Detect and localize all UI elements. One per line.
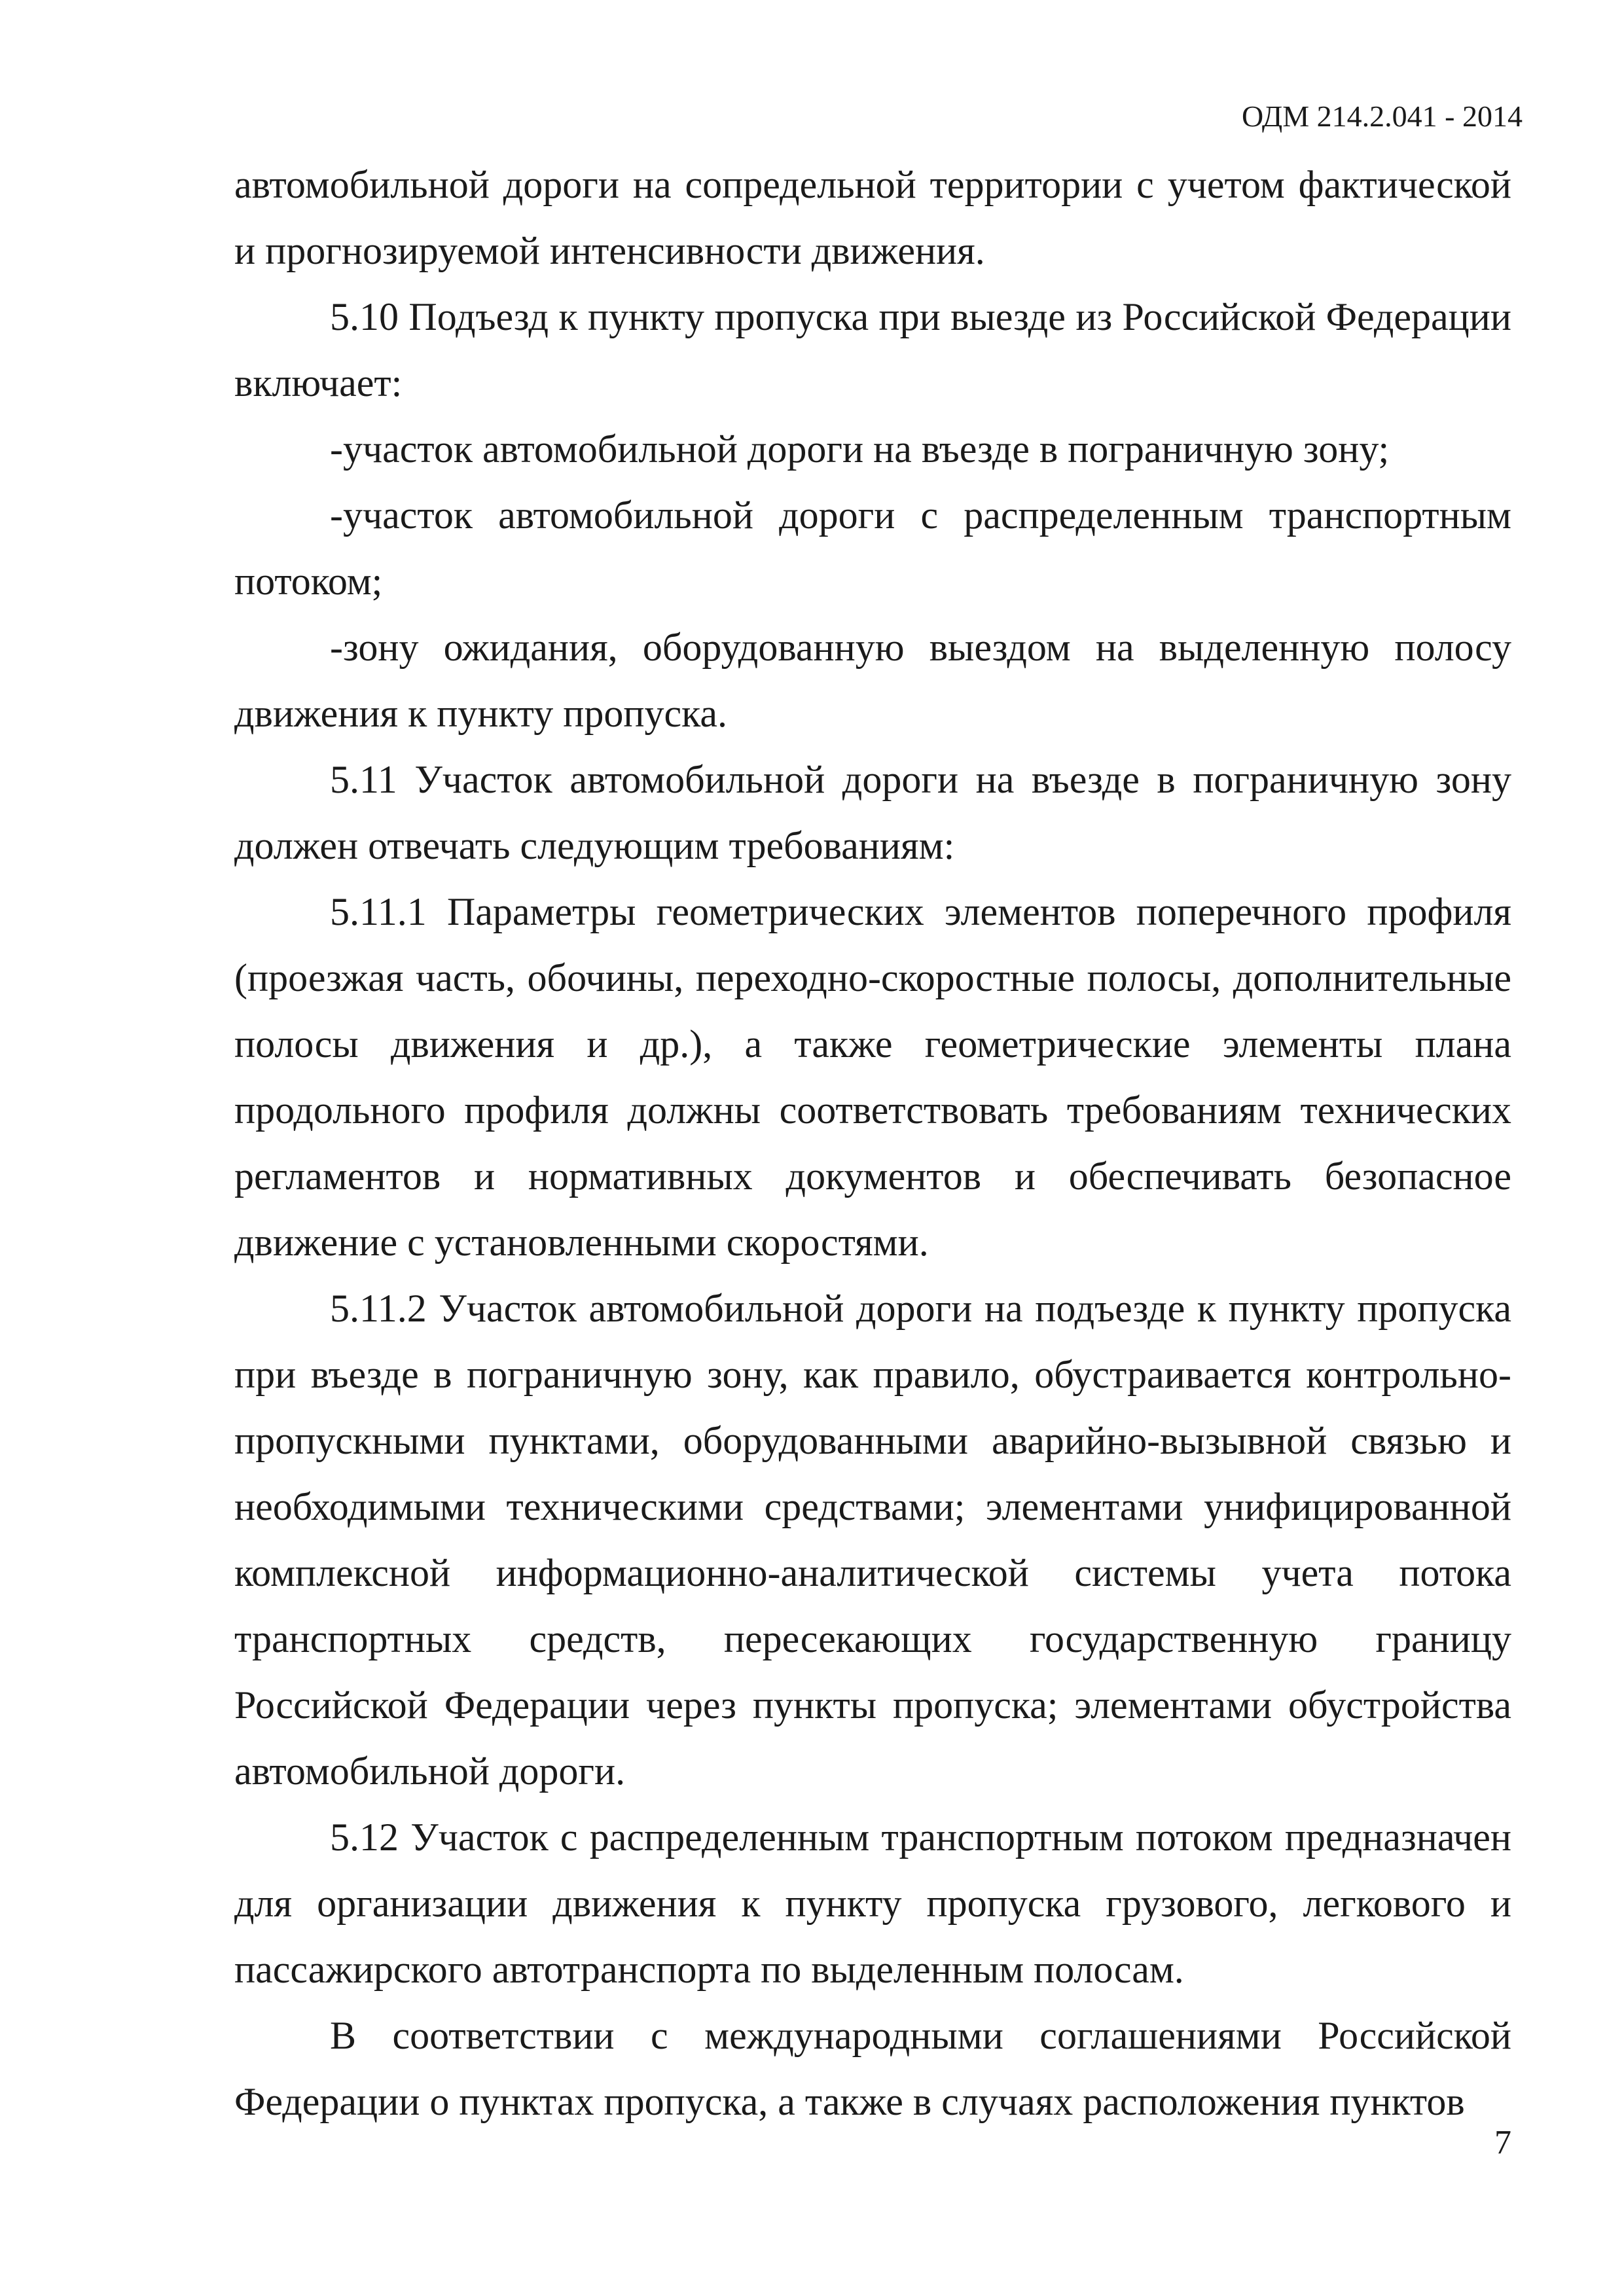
list-item-distributed-flow: -участок автомобильной дороги с распределенным транспортным потоком; — [234, 493, 1511, 603]
page-number: 7 — [1494, 2124, 1511, 2161]
paragraph-5-11-1: 5.11.1 Параметры геометрических элементов поперечного профиля (проезжая часть, обочины, переходно-скоростные полосы, дополнительные полосы движения и др.), а также геометрические элементы плана продольного профиля должны соответствовать требованиям технических регламентов и нормативных документов и обеспечивать безопасное движение с установленными скоростями. — [234, 890, 1511, 1264]
list-item-border-zone-entry: -участок автомобильной дороги на въезде в пограничную зону; — [330, 427, 1390, 471]
paragraph-5-10: 5.10 Подъезд к пункту пропуска при выезде из Российской Федерации включает: — [234, 295, 1511, 404]
document-code-header: ОДМ 214.2.041 - 2014 — [1241, 99, 1523, 133]
paragraph-5-12: 5.12 Участок с распределенным транспортным потоком предназначен для организации движения к пункту пропуска грузового, легкового и пассажирского автотранспорта по выделенным полосам. — [234, 1816, 1511, 1991]
paragraph-continuation: автомобильной дороги на сопредельной территории с учетом фактической и прогнозируемой интенсивности движения. — [234, 163, 1511, 272]
document-body — [234, 152, 1511, 2135]
paragraph-international-agreements: В соответствии с международными соглашениями Российской Федерации о пунктах пропуска, а также в случаях расположения пунктов — [234, 2014, 1511, 2123]
paragraph-5-11-2: 5.11.2 Участок автомобильной дороги на подъезде к пункту пропуска при въезде в пограничную зону, как правило, обустраивается контрольно-пропускными пунктами, оборудованными аварийно-вызывной связью и необходимыми техническими средствами; элементами унифицированной комплексной информационно-аналитической системы учета потока транспортных средств, пересекающих государственную границу Российской Федерации через пункты пропуска; элементами обустройства автомобильной дороги. — [234, 1287, 1511, 1793]
list-item-waiting-zone: -зону ожидания, оборудованную выездом на выделенную полосу движения к пункту пропуска. — [234, 626, 1511, 735]
paragraph-5-11: 5.11 Участок автомобильной дороги на въезде в пограничную зону должен отвечать следующим требованиям: — [234, 758, 1511, 867]
